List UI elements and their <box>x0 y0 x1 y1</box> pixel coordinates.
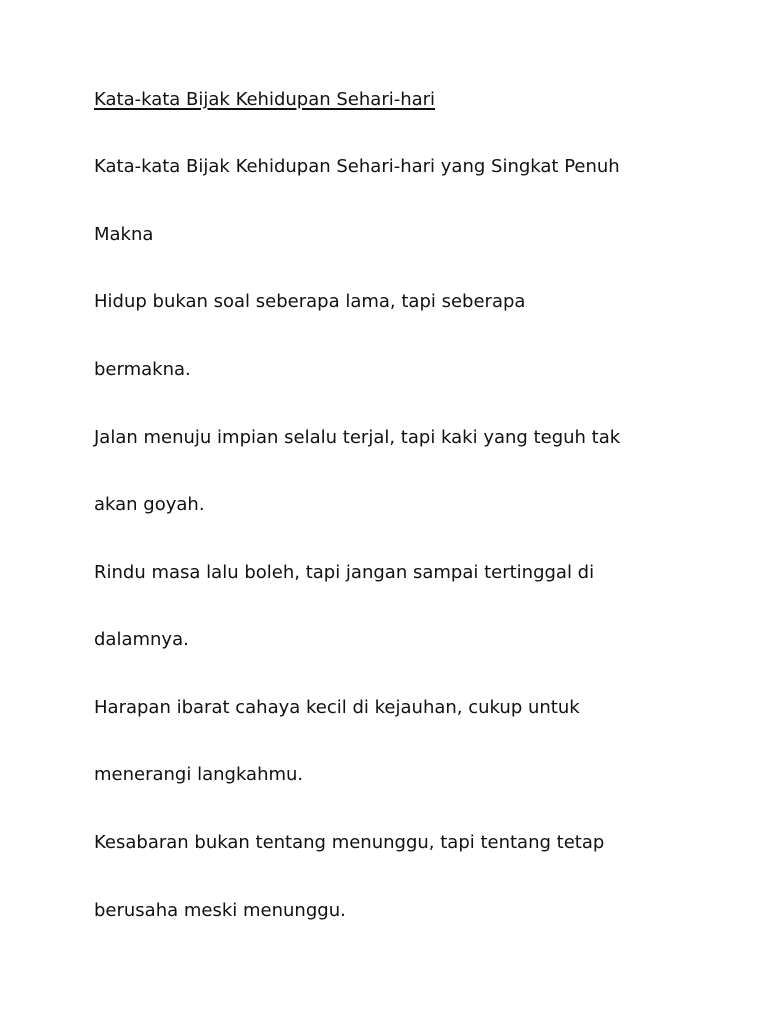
text-line-subtitle-1: Kata-kata Bijak Kehidupan Sehari-hari yang Singkat Penuh <box>94 156 620 177</box>
text-line-quote-3a: Rindu masa lalu boleh, tapi jangan sampai tertinggal di <box>94 562 595 583</box>
text-line-subtitle-2: Makna <box>94 224 154 245</box>
document-title: Kata-kata Bijak Kehidupan Sehari-hari <box>94 89 436 110</box>
text-line-quote-2b: akan goyah. <box>94 494 205 515</box>
text-line-quote-5a: Kesabaran bukan tentang menunggu, tapi tentang tetap <box>94 832 605 853</box>
text-line-quote-2a: Jalan menuju impian selalu terjal, tapi kaki yang teguh tak <box>94 427 621 448</box>
text-line-quote-1a: Hidup bukan soal seberapa lama, tapi seberapa <box>94 291 526 312</box>
text-line-quote-4a: Harapan ibarat cahaya kecil di kejauhan, cukup untuk <box>94 697 580 718</box>
text-line-quote-4b: menerangi langkahmu. <box>94 764 304 785</box>
text-line-quote-5b: berusaha meski menunggu. <box>94 900 346 921</box>
text-line-quote-1b: bermakna. <box>94 359 191 380</box>
text-line-quote-3b: dalamnya. <box>94 629 189 650</box>
